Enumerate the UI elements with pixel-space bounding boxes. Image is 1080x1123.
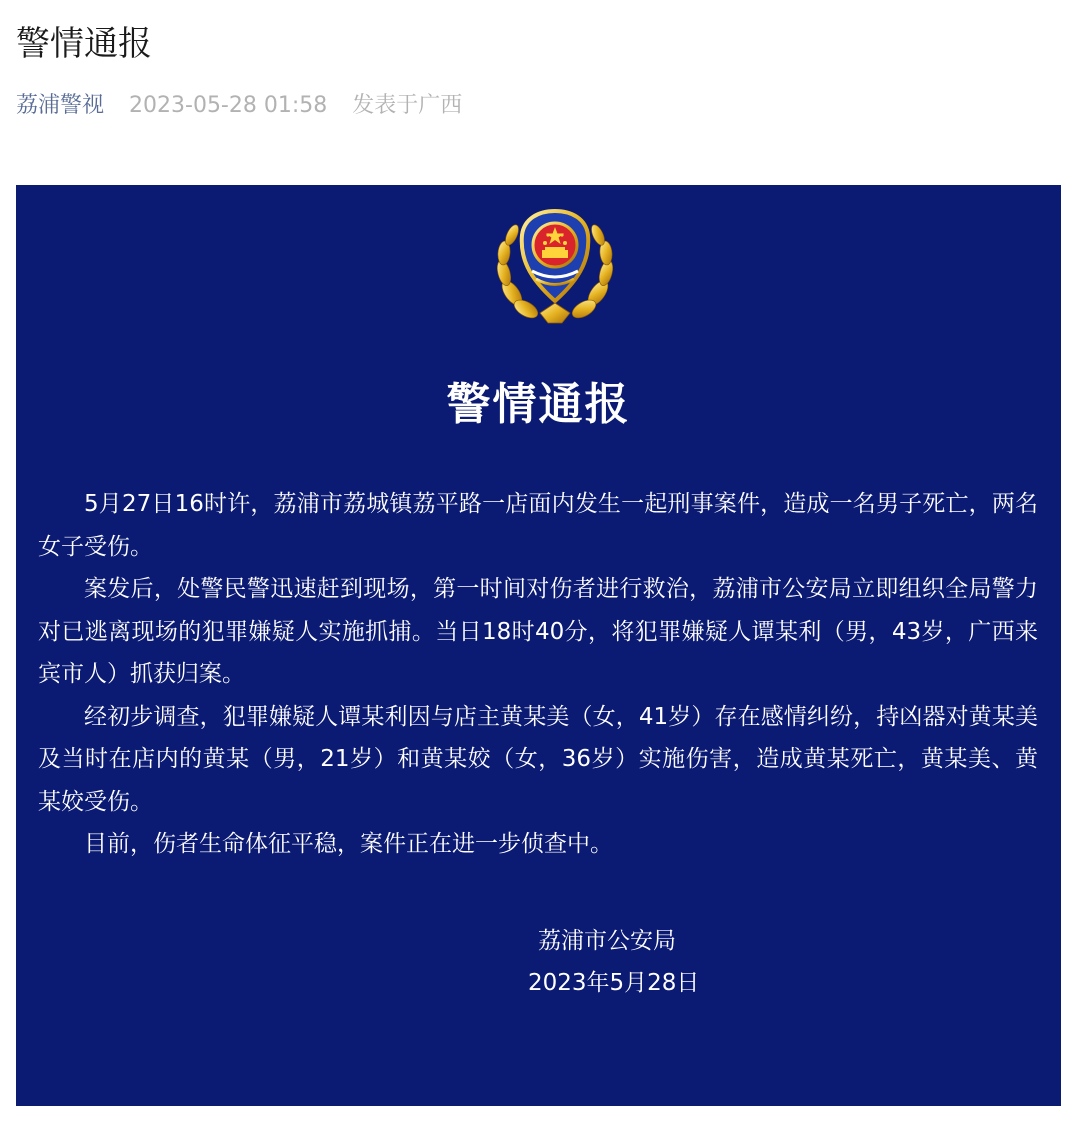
notice-body bbox=[38, 483, 1038, 866]
notice-title: 警情通报 bbox=[446, 379, 631, 430]
author-link[interactable]: 荔浦警视 bbox=[16, 93, 105, 118]
signature-date: 2023年5月28日 bbox=[528, 970, 700, 996]
notice-paragraph: 目前，伤者生命体征平稳，案件正在进一步侦查中。 bbox=[84, 831, 613, 857]
notice-paragraph: 5月27日16时许，荔浦市荔城镇荔平路一店面内发生一起刑事案件，造成一名男子死亡，两名女子受伤。 bbox=[38, 491, 1038, 560]
signature-organization: 荔浦市公安局 bbox=[538, 928, 676, 954]
notice-paragraph: 案发后，处警民警迅速赶到现场，第一时间对伤者进行救治，荔浦市公安局立即组织全局警力对已逃离现场的犯罪嫌疑人实施抓捕。当日18时40分，将犯罪嫌疑人谭某利（男，43岁，广西来宾市人）抓获归案。 bbox=[38, 576, 1038, 687]
notice-signature bbox=[16, 920, 1061, 1004]
article-meta bbox=[16, 88, 462, 124]
publish-location: 发表于广西 bbox=[352, 93, 463, 118]
police-notice-image bbox=[16, 185, 1061, 1106]
article-title: 警情通报 bbox=[16, 24, 152, 64]
publish-datetime: 2023-05-28 01:58 bbox=[129, 93, 328, 118]
notice-paragraph: 经初步调查，犯罪嫌疑人谭某利因与店主黄某美（女，41岁）存在感情纠纷，持凶器对黄某美及当时在店内的黄某（男，21岁）和黄某姣（女，36岁）实施伤害，造成黄某死亡，黄某美、黄某姣受伤。 bbox=[38, 703, 1038, 815]
police-emblem-icon bbox=[490, 205, 620, 335]
